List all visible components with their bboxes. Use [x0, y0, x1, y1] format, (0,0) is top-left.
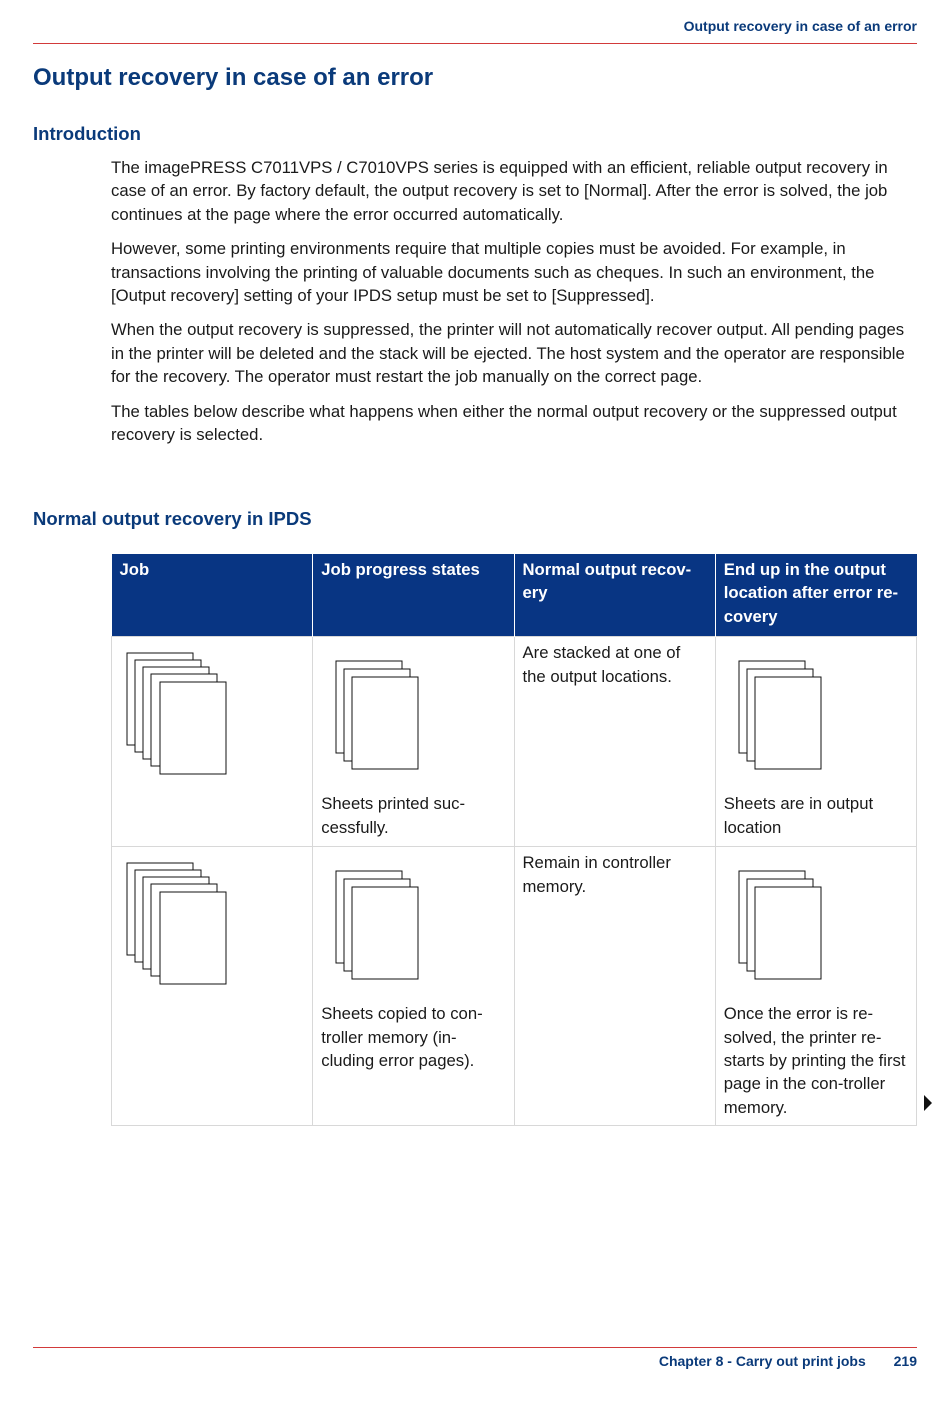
- job-cell: [112, 847, 313, 1126]
- sheet-stack-small-icon: [738, 660, 833, 780]
- end-up-cell: [715, 847, 916, 1126]
- intro-paragraph: However, some printing environments require that multiple copies must be avoided. For example, in transactions involving the printing of valuable documents such as cheques. In such an environment, the [Output recovery] setting of your IPDS setup must be set to [Suppressed].: [111, 239, 875, 306]
- header-rule: [33, 43, 917, 44]
- intro-paragraph: The tables below describe what happens when either the normal output recovery or the suppressed output recovery is selected.: [111, 401, 897, 445]
- normal-recovery-cell: [514, 847, 715, 1126]
- table-row: [112, 847, 917, 1126]
- normal-recovery-table: [111, 554, 917, 1126]
- sheet-stack-small-icon: [335, 870, 430, 990]
- progress-state-text: Sheets copied to con-troller memory (in-cluding error pages).: [321, 1004, 483, 1071]
- column-header-normal-recovery: Normal output recov-ery: [514, 554, 715, 637]
- column-header-end-up: End up in the output location after error re-covery: [715, 554, 916, 637]
- normal-recovery-text: Remain in controller memory.: [522, 853, 671, 896]
- intro-heading: Introduction: [33, 123, 141, 144]
- end-up-cell: [715, 637, 916, 847]
- progress-state-text: Sheets printed suc-cessfully.: [321, 794, 466, 837]
- sheet-stack-small-icon: [335, 660, 430, 780]
- intro-text: [111, 156, 911, 457]
- progress-cell: [313, 637, 514, 847]
- footer-chapter: Chapter 8 - Carry out print jobs: [658, 1353, 866, 1369]
- sheet-stack-small-icon: [738, 870, 833, 990]
- end-up-text: Once the error is re-solved, the printer re-starts by printing the first page in the con-troller memory.: [723, 1004, 906, 1117]
- table-row: [112, 637, 917, 847]
- sheet-stack-large-icon: [126, 862, 231, 994]
- footer-rule: [33, 1347, 917, 1348]
- column-header-job: Job: [112, 554, 313, 637]
- page-footer: [659, 1353, 917, 1369]
- continue-arrow-icon: [924, 1095, 932, 1111]
- intro-paragraph: The imagePRESS C7011VPS / C7010VPS series is equipped with an efficient, reliable output recovery in case of an error. By factory default, the output recovery is set to [Normal]. After the error is solved, the job continues at the page where the error occurred automatically.: [111, 158, 888, 224]
- end-up-text: Sheets are in output location: [723, 794, 874, 837]
- normal-recovery-cell: [514, 637, 715, 847]
- running-header: Output recovery in case of an error: [683, 18, 917, 34]
- intro-paragraph: When the output recovery is suppressed, the printer will not automatically recover output. All pending pages in the printer will be deleted and the stack will be ejected. The host system and the operator are responsible for the recovery. The operator must restart the job manually on the correct page.: [111, 320, 905, 387]
- page-number: 219: [893, 1353, 917, 1369]
- normal-recovery-heading: Normal output recovery in IPDS: [33, 508, 312, 529]
- progress-cell: [313, 847, 514, 1126]
- page-title: Output recovery in case of an error: [33, 64, 434, 91]
- column-header-progress: Job progress states: [313, 554, 514, 637]
- sheet-stack-large-icon: [126, 652, 231, 784]
- table-header-row: [112, 554, 917, 637]
- job-cell: [112, 637, 313, 847]
- normal-recovery-text: Are stacked at one of the output locations.: [522, 643, 681, 686]
